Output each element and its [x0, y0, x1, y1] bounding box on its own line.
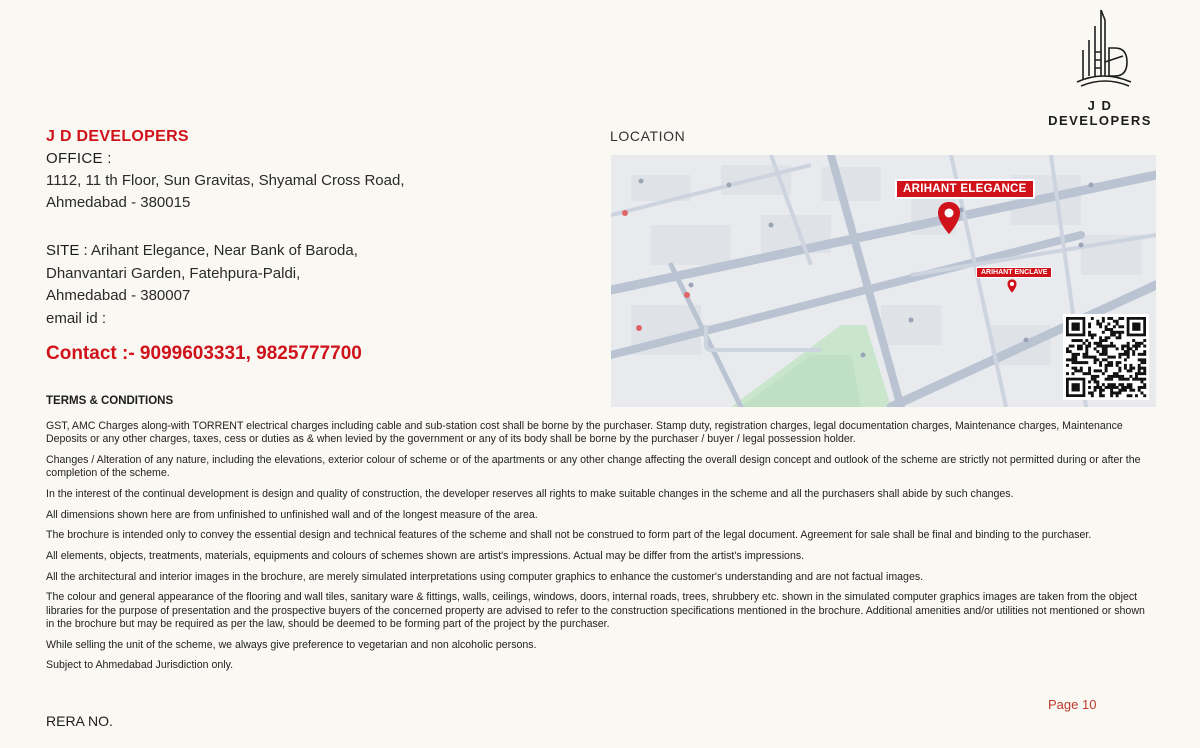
brand-logo [1038, 6, 1162, 128]
site-address-line: Arihant Elegance, Near Bank of Baroda, [87, 242, 358, 259]
qr-caption-line: LOCATION [480, 392, 534, 401]
office-address [46, 170, 566, 214]
terms-item: All dimensions shown here are from unfinished to unfinished wall and of the longest measure of the area. [46, 508, 538, 521]
email-label: email id : [46, 309, 107, 327]
office-address-line: Ahmedabad - 380015 [46, 194, 191, 211]
office-address-line: 1112, 11 th Floor, Sun Gravitas, Shyamal Cross Road, [46, 172, 405, 189]
qr-code-icon [1063, 314, 1149, 400]
site-address-line: Dhanvantari Garden, Fatehpura-Paldi, [46, 264, 301, 282]
terms-item: While selling the unit of the scheme, we always give preference to vegetarian and non alcoholic persons. [46, 638, 537, 651]
rera-number: RERA NO. [46, 713, 113, 729]
qr-caption-line: SCAN FOR [479, 381, 535, 390]
terms-item: In the interest of the continual development is design and quality of construction, the developer reserves all rights to make suitable changes in the scheme and all the purchasers shall abide by such changes. [46, 487, 1014, 500]
building-logo-icon [1065, 6, 1135, 96]
terms-item: Subject to Ahmedabad Jurisdiction only. [46, 659, 234, 672]
terms-item: The colour and general appearance of the flooring and wall tiles, sanitary ware & fittings, walls, ceilings, windows, doors, internal roads, trees, shrubbery etc. shown in the simulated computer graphics images are taken from the object libraries for the purpose of presentation and the prospective buyers of the concerned property are advised to refer to the construction specifications mentioned in the brochure. Additional amenities and/or utilities not mentioned or shown in the brochure but may be required as per the law, should be deemed to be forming part of the project by the purchaser. [46, 591, 1145, 630]
location-map[interactable] [611, 155, 1156, 407]
qr-caption [462, 380, 552, 402]
terms-item: GST, AMC Charges along-with TORRENT electrical charges including cable and sub-station cost shall be borne by the purchaser. Stamp duty, registration charges, legal documentation charges, Maintenance charges, Maintenance Deposits or any other charges, taxes, cess or duties as & when levied by the government or any of its body shall be borne by the purchaser / buyer / legal possession holder. [46, 420, 1123, 446]
terms-item: The brochure is intended only to convey the essential design and technical features of the scheme and shall not be construed to form part of the legal document. Agreement for sale shall be final and binding to the purchaser. [46, 529, 1092, 542]
location-heading: LOCATION [610, 128, 686, 144]
site-address-line: Ahmedabad - 380007 [46, 287, 191, 304]
arihant-enclave-label: ARIHANT ENCLAVE [976, 267, 1052, 278]
qr-code[interactable] [1063, 314, 1149, 400]
page-number: Page 10 [1048, 697, 1097, 712]
terms-item: All the architectural and interior images in the brochure, are merely simulated interpretations using computer graphics to enhance the customer's understanding and are not factual images. [46, 570, 924, 583]
contact-numbers: Contact :- 9099603331, 9825777700 [46, 343, 362, 364]
terms-item: Changes / Alteration of any nature, including the elevations, exterior colour of scheme or of the apartments or any other change affecting the overall design concept and outlook of the scheme are strictly not permitted during or after the completion of the scheme. [46, 453, 1141, 480]
site-address [46, 240, 566, 330]
arihant-elegance-label: ARIHANT ELEGANCE [895, 179, 1035, 199]
brand-name: J D DEVELOPERS [1048, 98, 1152, 128]
company-name: J D DEVELOPERS [46, 128, 189, 145]
location-pin-icon[interactable] [1007, 279, 1017, 293]
site-label: SITE : [46, 242, 88, 259]
terms-title: TERMS & CONDITIONS [46, 395, 174, 407]
terms-item: All elements, objects, treatments, materials, equipments and colours of schemes shown are artist's impressions. Actual may be differ from the artist's impressions. [46, 550, 805, 563]
terms-list [46, 420, 1156, 680]
office-label: OFFICE : [46, 150, 112, 167]
location-pin-icon[interactable] [937, 201, 961, 235]
